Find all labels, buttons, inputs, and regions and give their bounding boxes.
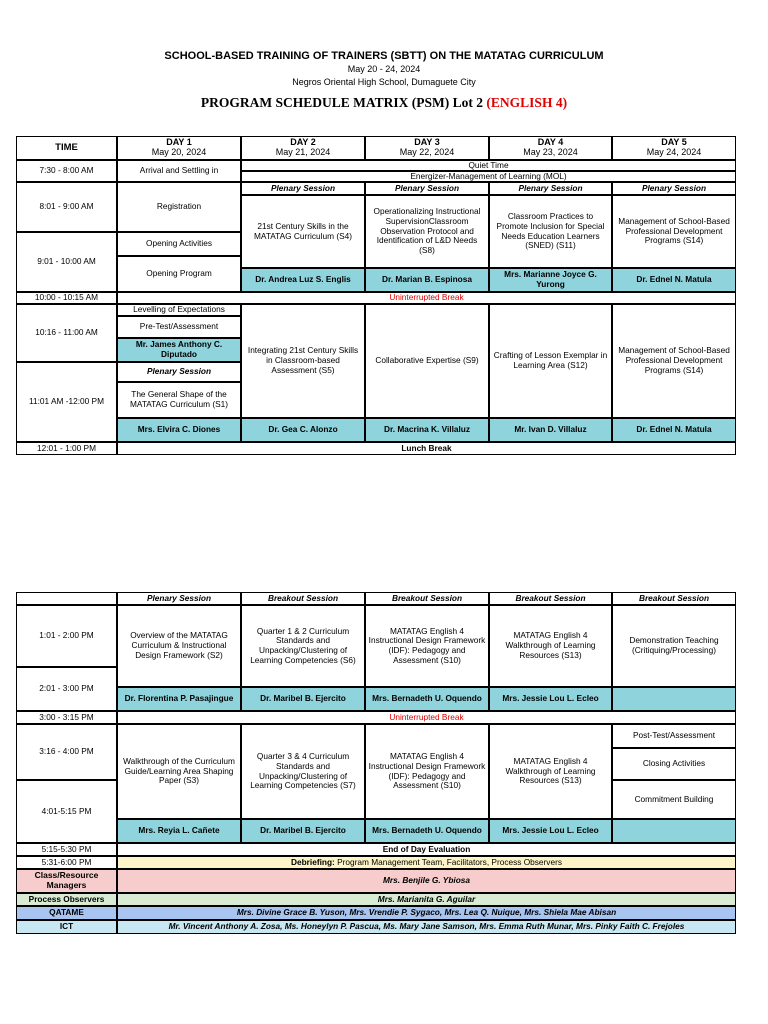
speaker-cell: Mrs. Elvira C. Diones (117, 418, 241, 442)
uninterrupted-break-cell: Uninterrupted Break (117, 711, 736, 724)
breakout-session-label: Breakout Session (365, 592, 489, 605)
demo-teaching-cell: Demonstration Teaching (Critiquing/Processing) (612, 605, 736, 687)
uninterrupted-break-cell: Uninterrupted Break (117, 292, 736, 304)
time-header: TIME (16, 136, 117, 160)
day-date: May 23, 2024 (523, 147, 578, 157)
speaker-cell: Mrs. Reyia L. Cañete (117, 819, 241, 843)
arrival-cell: Arrival and Settling in (117, 160, 241, 182)
session-s4-cell: 21st Century Skills in the MATATAG Curriculum (S4) (241, 195, 365, 268)
speaker-cell: Mr. James Anthony C. Diputado (117, 338, 241, 362)
energizer-cell: Energizer-Management of Learning (MOL) (241, 171, 736, 182)
time-slot: 3:16 - 4:00 PM (16, 724, 117, 780)
breakout-session-label: Breakout Session (489, 592, 612, 605)
schedule-table-afternoon (16, 592, 736, 935)
day-header-1 (117, 136, 241, 160)
session-s11-cell: Classroom Practices to Promote Inclusion for Special Needs Education Learners (SNED) (S11) (489, 195, 612, 268)
ict-names: Mr. Vincent Anthony A. Zosa, Ms. Honeylyn P. Pascua, Ms. Mary Jane Samson, Mrs. Emma Ruth Munar, Mrs. Pinky Faith C. Frejoles (117, 920, 736, 934)
day-header-5 (612, 136, 736, 160)
class-managers-names: Mrs. Benjile G. Ybiosa (117, 869, 736, 893)
pretest-cell: Pre-Test/Assessment (117, 316, 241, 338)
session-s2-cell: Overview of the MATATAG Curriculum & Instructional Design Framework (S2) (117, 605, 241, 687)
lunch-break-cell: Lunch Break (117, 442, 736, 455)
registration-cell: Registration (117, 182, 241, 232)
speaker-cell: Mrs. Bernadeth U. Oquendo (365, 819, 489, 843)
class-managers-label: Class/Resource Managers (16, 869, 117, 893)
document-venue: Negros Oriental High School, Dumaguete City (292, 77, 476, 87)
session-s5-cell: Integrating 21st Century Skills in Classroom-based Assessment (S5) (241, 304, 365, 418)
time-slot: 1:01 - 2:00 PM (16, 605, 117, 667)
speaker-cell-empty (612, 687, 736, 711)
debriefing-text: Program Management Team, Facilitators, Process Observers (337, 856, 562, 867)
quiet-time-cell: Quiet Time (241, 160, 736, 171)
speaker-cell: Dr. Maribel B. Ejercito (241, 687, 365, 711)
session-s7-cell: Quarter 3 & 4 Curriculum Standards and Unpacking/Clustering of Learning Competencies (S7) (241, 724, 365, 819)
plenary-session-label: Plenary Session (489, 182, 612, 195)
session-s9-cell: Collaborative Expertise (S9) (365, 304, 489, 418)
time-slot: 7:30 - 8:00 AM (16, 160, 117, 182)
day-header-2 (241, 136, 365, 160)
day-date: May 21, 2024 (275, 147, 331, 157)
session-s10-cell: MATATAG English 4 Instructional Design Framework (IDF): Pedagogy and Assessment (S10) (365, 605, 489, 687)
speaker-cell: Dr. Andrea Luz S. Englis (241, 268, 365, 292)
time-slot: 4:01-5:15 PM (16, 780, 117, 843)
matrix-title (0, 95, 768, 111)
speaker-cell: Dr. Marian B. Espinosa (365, 268, 489, 292)
time-slot: 10:16 - 11:00 AM (16, 304, 117, 362)
matrix-subject: (ENGLISH 4) (486, 95, 568, 110)
session-s6-cell: Quarter 1 & 2 Curriculum Standards and Unpacking/Clustering of Learning Competencies (S6) (241, 605, 365, 687)
matrix-title-text: PROGRAM SCHEDULE MATRIX (PSM) Lot 2 (200, 95, 484, 110)
speaker-cell: Dr. Gea C. Alonzo (241, 418, 365, 442)
session-s12-cell: Crafting of Lesson Exemplar in Learning Area (S12) (489, 304, 612, 418)
time-slot: 8:01 - 9:00 AM (16, 182, 117, 232)
speaker-cell: Mrs. Marianne Joyce G. Yurong (489, 268, 612, 292)
speaker-cell: Mrs. Jessie Lou L. Ecleo (489, 687, 612, 711)
day-label: DAY 4 (537, 137, 564, 148)
plenary-session-label: Plenary Session (117, 362, 241, 382)
closing-activities-cell: Closing Activities (612, 748, 736, 780)
session-s10-cell: MATATAG English 4 Instructional Design Framework (IDF): Pedagogy and Assessment (S10) (365, 724, 489, 819)
day-date: May 20, 2024 (151, 147, 207, 157)
debriefing-cell (117, 856, 736, 869)
breakout-session-label: Breakout Session (612, 592, 736, 605)
day-date: May 22, 2024 (399, 147, 455, 157)
day-label: DAY 3 (414, 137, 440, 148)
plenary-session-label: Plenary Session (241, 182, 365, 195)
time-slot: 3:00 - 3:15 PM (16, 711, 117, 724)
time-slot: 5:31-6:00 PM (16, 856, 117, 869)
plenary-session-label: Plenary Session (365, 182, 489, 195)
session-s8-cell: Operationalizing Instructional SupervisionClassroom Observation Protocol and Identification of L&D Needs (S8) (365, 195, 489, 268)
document-title: SCHOOL-BASED TRAINING OF TRAINERS (SBTT) ON THE MATATAG CURRICULUM (164, 50, 604, 62)
day-label: DAY 5 (661, 137, 687, 148)
session-s14-cell: Management of School-Based Professional Development Programs (S14) (612, 304, 736, 418)
opening-activities-cell: Opening Activities (117, 232, 241, 256)
posttest-cell: Post-Test/Assessment (612, 724, 736, 748)
speaker-cell: Mrs. Jessie Lou L. Ecleo (489, 819, 612, 843)
session-s13-cell: MATATAG English 4 Walkthrough of Learning Resources (S13) (489, 724, 612, 819)
schedule-table-morning (16, 136, 736, 456)
session-s1-cell: The General Shape of the MATATAG Curriculum (S1) (117, 382, 241, 418)
speaker-cell: Mrs. Bernadeth U. Oquendo (365, 687, 489, 711)
speaker-cell: Dr. Maribel B. Ejercito (241, 819, 365, 843)
blank-header (16, 592, 117, 605)
opening-program-cell: Opening Program (117, 256, 241, 292)
time-slot: 2:01 - 3:00 PM (16, 667, 117, 711)
session-s14-cell: Management of School-Based Professional Development Programs (S14) (612, 195, 736, 268)
breakout-session-label: Breakout Session (241, 592, 365, 605)
time-slot: 10:00 - 10:15 AM (16, 292, 117, 304)
time-slot: 11:01 AM -12:00 PM (16, 362, 117, 442)
speaker-cell: Dr. Ednel N. Matula (612, 418, 736, 442)
session-s3-cell: Walkthrough of the Curriculum Guide/Learning Area Shaping Paper (S3) (117, 724, 241, 819)
time-slot: 12:01 - 1:00 PM (16, 442, 117, 455)
end-of-day-cell: End of Day Evaluation (117, 843, 736, 856)
levelling-cell: Levelling of Expectations (117, 304, 241, 316)
document-dates: May 20 - 24, 2024 (347, 64, 421, 74)
day-header-4 (489, 136, 612, 160)
speaker-cell-empty (612, 819, 736, 843)
day-label: DAY 2 (290, 137, 316, 148)
qatame-names: Mrs. Divine Grace B. Yuson, Mrs. Vrendie P. Sygaco, Mrs. Lea Q. Nuique, Mrs. Shiela Mae Abisan (117, 906, 736, 920)
speaker-cell: Dr. Florentina P. Pasajingue (117, 687, 241, 711)
speaker-cell: Mr. Ivan D. Villaluz (489, 418, 612, 442)
speaker-cell: Dr. Ednel N. Matula (612, 268, 736, 292)
process-observers-names: Mrs. Marianita G. Aguilar (117, 893, 736, 906)
speaker-cell: Dr. Macrina K. Villaluz (365, 418, 489, 442)
time-slot: 9:01 - 10:00 AM (16, 232, 117, 292)
commitment-building-cell: Commitment Building (612, 780, 736, 819)
qatame-label: QATAME (16, 906, 117, 920)
session-s13-cell: MATATAG English 4 Walkthrough of Learning Resources (S13) (489, 605, 612, 687)
plenary-session-label: Plenary Session (612, 182, 736, 195)
time-slot: 5:15-5:30 PM (16, 843, 117, 856)
day-date: May 24, 2024 (646, 147, 702, 157)
debriefing-label: Debriefing: (291, 856, 335, 867)
day-header-3 (365, 136, 489, 160)
ict-label: ICT (16, 920, 117, 934)
plenary-session-label: Plenary Session (117, 592, 241, 605)
process-observers-label: Process Observers (16, 893, 117, 906)
day-label: DAY 1 (166, 137, 192, 148)
